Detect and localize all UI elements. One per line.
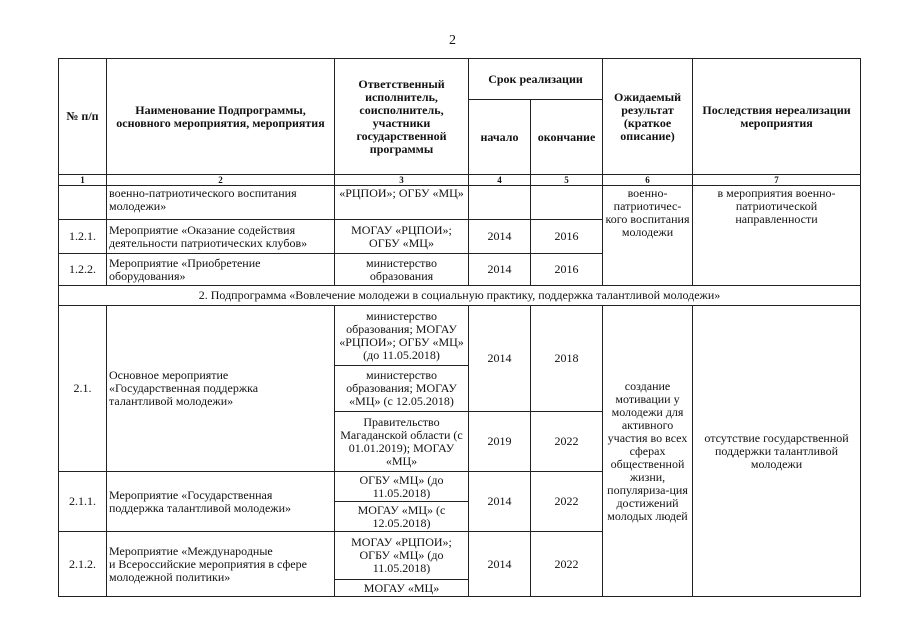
row-num-cell: 2.1. — [59, 306, 107, 472]
name-line: талантливой молодежи» — [109, 394, 234, 408]
row-num-cell: 2.1.2. — [59, 532, 107, 597]
row-num-cell: 2.1.1. — [59, 472, 107, 532]
row-executor-cell: МОГАУ «МЦ» — [335, 580, 469, 597]
row-executor-cell: МОГАУ «РЦПОИ»; ОГБУ «МЦ» (до 11.05.2018) — [335, 532, 469, 580]
row-result-cell: создание мотивации у молодежи для активного участия во всех сферах общественной жизни, популяриза-ция достижений молодых людей — [603, 306, 693, 597]
row-start-cell: 2014 — [469, 254, 531, 286]
header-row — [59, 59, 861, 100]
row-consequences-cell: в мероприятия военно-патриотической направленности — [693, 186, 861, 286]
name-line: «Государственная поддержка — [109, 381, 259, 395]
row-start-cell: 2014 — [469, 306, 531, 412]
section-row — [59, 286, 861, 306]
header-end: окончание — [531, 100, 603, 175]
row-result-cell: военно-патриотичес-кого воспитания молодежи — [603, 186, 693, 286]
column-number: 3 — [335, 175, 469, 186]
row-start-cell: 2019 — [469, 412, 531, 472]
row-start-cell: 2014 — [469, 532, 531, 597]
column-numbers-row — [59, 175, 861, 186]
row-name-cell — [107, 532, 335, 597]
row-executor-cell: ОГБУ «МЦ» (до 11.05.2018) — [335, 472, 469, 502]
column-number: 4 — [469, 175, 531, 186]
column-number: 2 — [107, 175, 335, 186]
row-start-cell: 2014 — [469, 220, 531, 254]
row-name-cell — [107, 186, 335, 220]
row-num-cell: 1.2.1. — [59, 220, 107, 254]
row-name-cell — [107, 254, 335, 286]
name-line: поддержка талантливой молодежи» — [109, 500, 292, 515]
name-line: и Всероссийские мероприятия в сфере — [109, 556, 307, 571]
row-start-cell: 2014 — [469, 472, 531, 532]
header-executor: Ответственный исполнитель, соисполнитель, участники государственной программы — [335, 59, 469, 175]
column-number: 7 — [693, 175, 861, 186]
name-line: Мероприятие «Оказание содействия — [109, 222, 296, 237]
header-num: № п/п — [59, 59, 107, 175]
name-line: Основное мероприятие — [109, 368, 229, 382]
name-line: молодежной политики» — [109, 569, 231, 584]
header-start: начало — [469, 100, 531, 175]
header-period: Срок реализации — [469, 59, 603, 100]
section-title: 2. Подпрограмма «Вовлечение молодежи в социальную практику, поддержка талантливой молодежи» — [59, 286, 861, 306]
table-row-2-1 — [59, 306, 861, 366]
row-end-cell: 2016 — [531, 220, 603, 254]
row-num-cell — [59, 186, 107, 220]
row-end-cell: 2016 — [531, 254, 603, 286]
name-line: деятельности патриотических клубов» — [109, 235, 308, 250]
row-name-cell — [107, 220, 335, 254]
row-executor-cell: «РЦПОИ»; ОГБУ «МЦ» — [335, 186, 469, 220]
row-end-cell — [531, 186, 603, 220]
page-number: 2 — [449, 33, 456, 48]
name-line: военно-патриотического воспитания — [109, 186, 297, 200]
row-executor-cell: министерство образования; МОГАУ «РЦПОИ»; ОГБУ «МЦ» (до 11.05.2018) — [335, 306, 469, 366]
row-num-cell: 1.2.2. — [59, 254, 107, 286]
name-line: Мероприятие «Государственная — [109, 487, 273, 502]
row-end-cell: 2022 — [531, 472, 603, 532]
row-consequences-cell: отсутствие государственной поддержки талантливой молодежи — [693, 306, 861, 597]
name-line: Мероприятие «Приобретение — [109, 255, 261, 270]
row-executor-cell: МОГАУ «РЦПОИ»; ОГБУ «МЦ» — [335, 220, 469, 254]
name-line: Мероприятие «Международные — [109, 543, 273, 558]
row-name-cell — [107, 472, 335, 532]
column-number: 6 — [603, 175, 693, 186]
name-line: молодежи» — [109, 199, 167, 213]
row-start-cell — [469, 186, 531, 220]
row-executor-cell: министерство образования — [335, 254, 469, 286]
program-activities-table — [58, 58, 861, 597]
row-end-cell: 2022 — [531, 532, 603, 597]
column-number: 1 — [59, 175, 107, 186]
row-executor-cell: МОГАУ «МЦ» (с 12.05.2018) — [335, 502, 469, 532]
row-end-cell: 2022 — [531, 412, 603, 472]
column-number: 5 — [531, 175, 603, 186]
row-name-cell — [107, 306, 335, 472]
row-executor-cell: Правительство Магаданской области (с 01.01.2019); МОГАУ «МЦ» — [335, 412, 469, 472]
name-line: оборудования» — [109, 268, 186, 283]
row-executor-cell: министерство образования; МОГАУ «МЦ» (с 12.05.2018) — [335, 366, 469, 412]
header-name: Наименование Подпрограммы, основного мероприятия, мероприятия — [107, 59, 335, 175]
header-result: Ожидаемый результат (краткое описание) — [603, 59, 693, 175]
table-row-continuation — [59, 186, 861, 220]
header-consequences: Последствия нереализации мероприятия — [693, 59, 861, 175]
row-end-cell: 2018 — [531, 306, 603, 412]
